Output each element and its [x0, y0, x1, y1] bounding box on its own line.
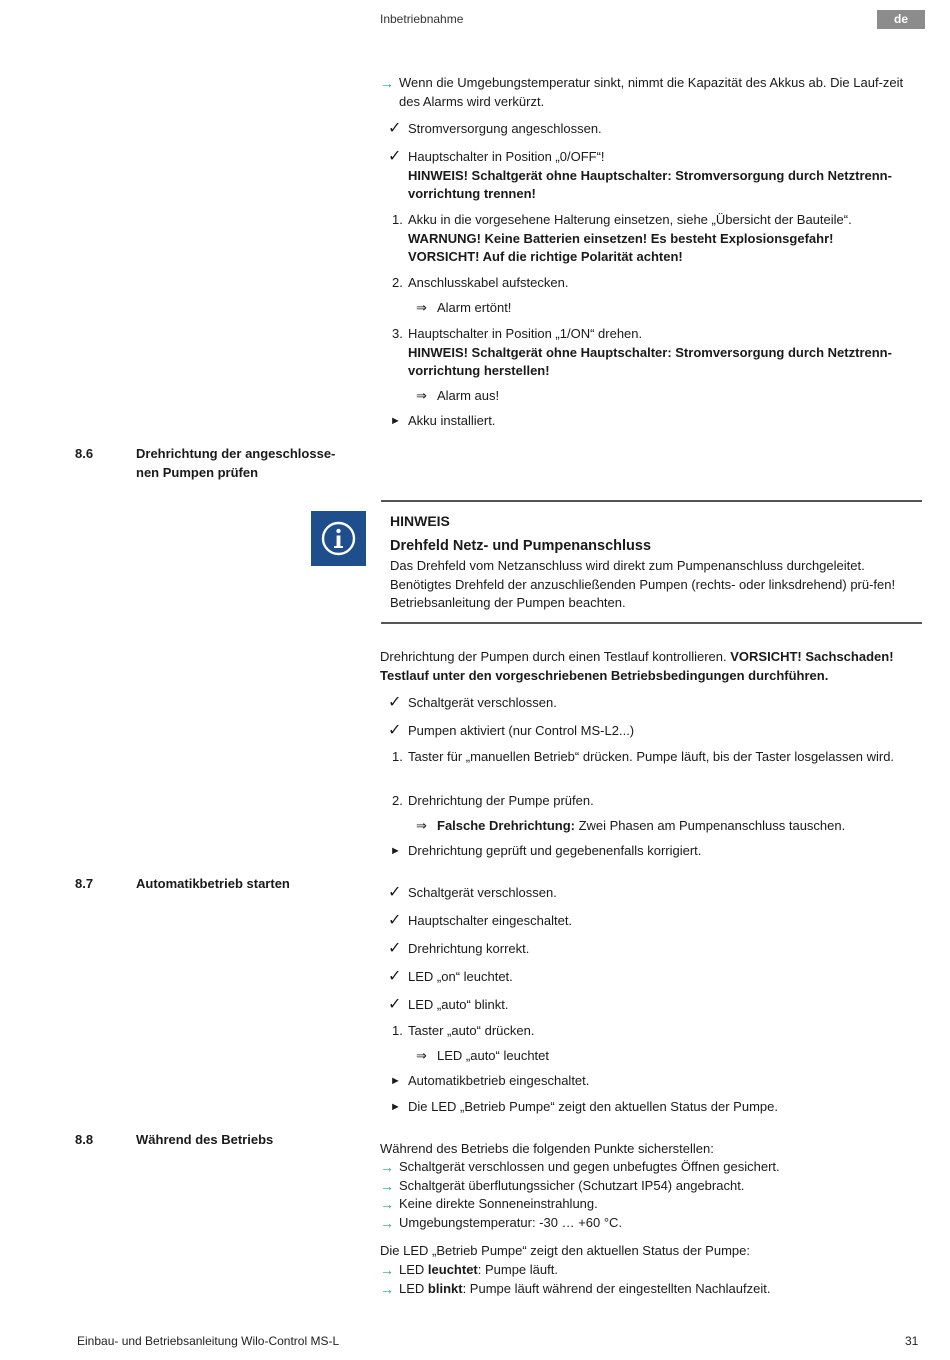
result-arrow-icon: ⇒: [416, 388, 427, 403]
check-icon: ✓: [388, 148, 402, 165]
list-item: ✓ Drehrichtung korrekt.: [388, 940, 530, 957]
paragraph: Während des Betriebs die folgenden Punkte sicherstellen:: [380, 1141, 714, 1156]
notice-heading: Drehfeld Netz- und Pumpenanschluss: [390, 538, 652, 554]
list-item: ✓ Schaltgerät verschlossen.: [388, 694, 557, 711]
step-item: 1. Taster „auto“ drücken.: [392, 1023, 535, 1038]
triangle-right-icon: ►: [390, 415, 401, 427]
check-icon: ✓: [388, 996, 402, 1013]
list-item: → Schaltgerät überflutungssicher (Schutzart IP54) angebracht.: [380, 1178, 745, 1194]
result-item: ⇒ Falsche Drehrichtung: Zwei Phasen am Pumpenanschluss tauschen.: [380, 817, 925, 836]
running-header: Inbetriebnahme: [380, 12, 464, 26]
section-title: Automatikbetrieb starten: [136, 876, 290, 891]
check-icon: ✓: [388, 722, 402, 739]
triangle-right-icon: ►: [390, 845, 401, 857]
section-title: Während des Betriebs: [136, 1132, 274, 1147]
step-item: 2. Drehrichtung der Pumpe prüfen.: [392, 793, 594, 808]
notice-label: HINWEIS: [390, 513, 450, 529]
check-icon: ✓: [388, 940, 402, 957]
check-icon: ✓: [388, 968, 402, 985]
check-icon: ✓: [388, 694, 402, 711]
caution-text: VORSICHT! Sachschaden! Testlauf unter den vorgeschriebenen Betriebsbedingungen durchführen.: [380, 649, 894, 683]
final-result-item: ► Drehrichtung geprüft und gegebenenfalls korrigiert.: [380, 842, 925, 861]
result-arrow-icon: ⇒: [416, 1048, 427, 1063]
step-item: 3. Hauptschalter in Position „1/ON“ drehen. HINWEIS! Schaltgerät ohne Hauptschalter: Stromversorgung durch Netztrenn-vorrichtung herstellen!: [380, 325, 925, 381]
paragraph: Die LED „Betrieb Pumpe“ zeigt den aktuellen Status der Pumpe:: [380, 1243, 750, 1258]
notice-top-rule: [381, 500, 922, 502]
paragraph: Drehrichtung der Pumpen durch einen Testlauf kontrollieren. VORSICHT! Sachschaden! Testlauf unter den vorgeschriebenen Betriebsbedingungen durchführen.: [380, 649, 894, 683]
final-result-item: ► Automatikbetrieb eingeschaltet.: [380, 1072, 925, 1091]
list-item: → Wenn die Umgebungstemperatur sinkt, nimmt die Kapazität des Akkus ab. Die Lauf-zeit des Alarms wird verkürzt.: [380, 75, 904, 109]
running-footer: Einbau- und Betriebsanleitung Wilo-Control MS-L: [77, 1334, 340, 1348]
step-item: 1. Taster für „manuellen Betrieb“ drücken. Pumpe läuft, bis der Taster losgelassen wird.: [392, 749, 895, 764]
list-item: → Schaltgerät verschlossen und gegen unbefugtes Öffnen gesichert.: [380, 1159, 780, 1175]
warning-text: WARNUNG! Keine Batterien einsetzen! Es besteht Explosionsgefahr!: [408, 230, 834, 246]
list-item: ✓ Hauptschalter in Position „0/OFF“! HINWEIS! Schaltgerät ohne Hauptschalter: Stromversorgung durch Netztrenn-vorrichtung trennen!: [380, 148, 925, 204]
arrow-icon: →: [380, 1262, 394, 1278]
section-number: 8.8: [75, 1132, 94, 1147]
notice-text: HINWEIS! Schaltgerät ohne Hauptschalter: Stromversorgung durch Netztrenn-vorrichtung herstellen!: [408, 344, 892, 378]
caution-text: VORSICHT! Auf die richtige Polarität achten!: [408, 249, 683, 264]
arrow-icon: →: [380, 75, 394, 91]
list-item: → LED blinkt: Pumpe läuft während der eingestellten Nachlaufzeit.: [380, 1281, 771, 1297]
list-item: ✓ Stromversorgung angeschlossen.: [388, 120, 602, 137]
arrow-icon: →: [380, 1196, 394, 1212]
list-item: ✓ LED „auto“ blinkt.: [388, 996, 509, 1013]
language-badge: de: [877, 10, 925, 29]
check-icon: ✓: [388, 912, 402, 929]
list-item: → LED leuchtet: Pumpe läuft.: [380, 1262, 558, 1278]
section-title: Drehrichtung der angeschlosse-nen Pumpen prüfen: [136, 446, 336, 480]
list-item: ✓ Hauptschalter eingeschaltet.: [388, 912, 573, 929]
info-icon: [311, 511, 366, 566]
arrow-icon: →: [380, 1215, 394, 1231]
arrow-icon: →: [380, 1178, 394, 1194]
list-item: ✓ Pumpen aktiviert (nur Control MS-L2...): [388, 722, 635, 739]
step-item: 2. Anschlusskabel aufstecken.: [392, 275, 569, 290]
final-result-item: ► Die LED „Betrieb Pumpe“ zeigt den aktuellen Status der Pumpe.: [380, 1098, 925, 1117]
arrow-icon: →: [380, 1281, 394, 1297]
result-item: ⇒ Alarm aus!: [380, 387, 925, 406]
notice-body: Das Drehfeld vom Netzanschluss wird direkt zum Pumpenanschluss durchgeleitet. Benötigtes Drehfeld der anzuschließenden Pumpen (rechts- oder linksdrehend) prü-fen! Betriebsanleitung der Pumpen beachten.: [390, 558, 896, 610]
triangle-right-icon: ►: [390, 1075, 401, 1087]
list-item: ✓ LED „on“ leuchtet.: [388, 968, 513, 985]
list-item: ✓ Schaltgerät verschlossen.: [388, 884, 557, 901]
final-result-item: ► Akku installiert.: [380, 412, 925, 431]
result-item: ⇒ LED „auto“ leuchtet: [380, 1047, 925, 1066]
check-icon: ✓: [388, 120, 402, 137]
section-number: 8.6: [75, 446, 94, 461]
arrow-icon: →: [380, 1159, 394, 1175]
notice-bottom-rule: [381, 622, 922, 624]
list-item: → Keine direkte Sonneneinstrahlung.: [380, 1196, 598, 1212]
triangle-right-icon: ►: [390, 1101, 401, 1113]
result-arrow-icon: ⇒: [416, 818, 427, 833]
result-item: ⇒ Alarm ertönt!: [380, 299, 925, 318]
section-number: 8.7: [75, 876, 94, 891]
list-item: → Umgebungstemperatur: -30 … +60 °C.: [380, 1215, 623, 1231]
result-arrow-icon: ⇒: [416, 300, 427, 315]
notice-text: HINWEIS! Schaltgerät ohne Hauptschalter: Stromversorgung durch Netztrenn-vorrichtung trennen!: [408, 167, 892, 201]
step-item: 1. Akku in die vorgesehene Halterung einsetzen, siehe „Übersicht der Bauteile“. WARNUNG! Keine Batterien einsetzen! Es besteht Explosionsgefahr! VORSICHT! Auf die richtige Polarität achten!: [380, 211, 925, 267]
page-number: 31: [905, 1334, 919, 1348]
check-icon: ✓: [388, 884, 402, 901]
